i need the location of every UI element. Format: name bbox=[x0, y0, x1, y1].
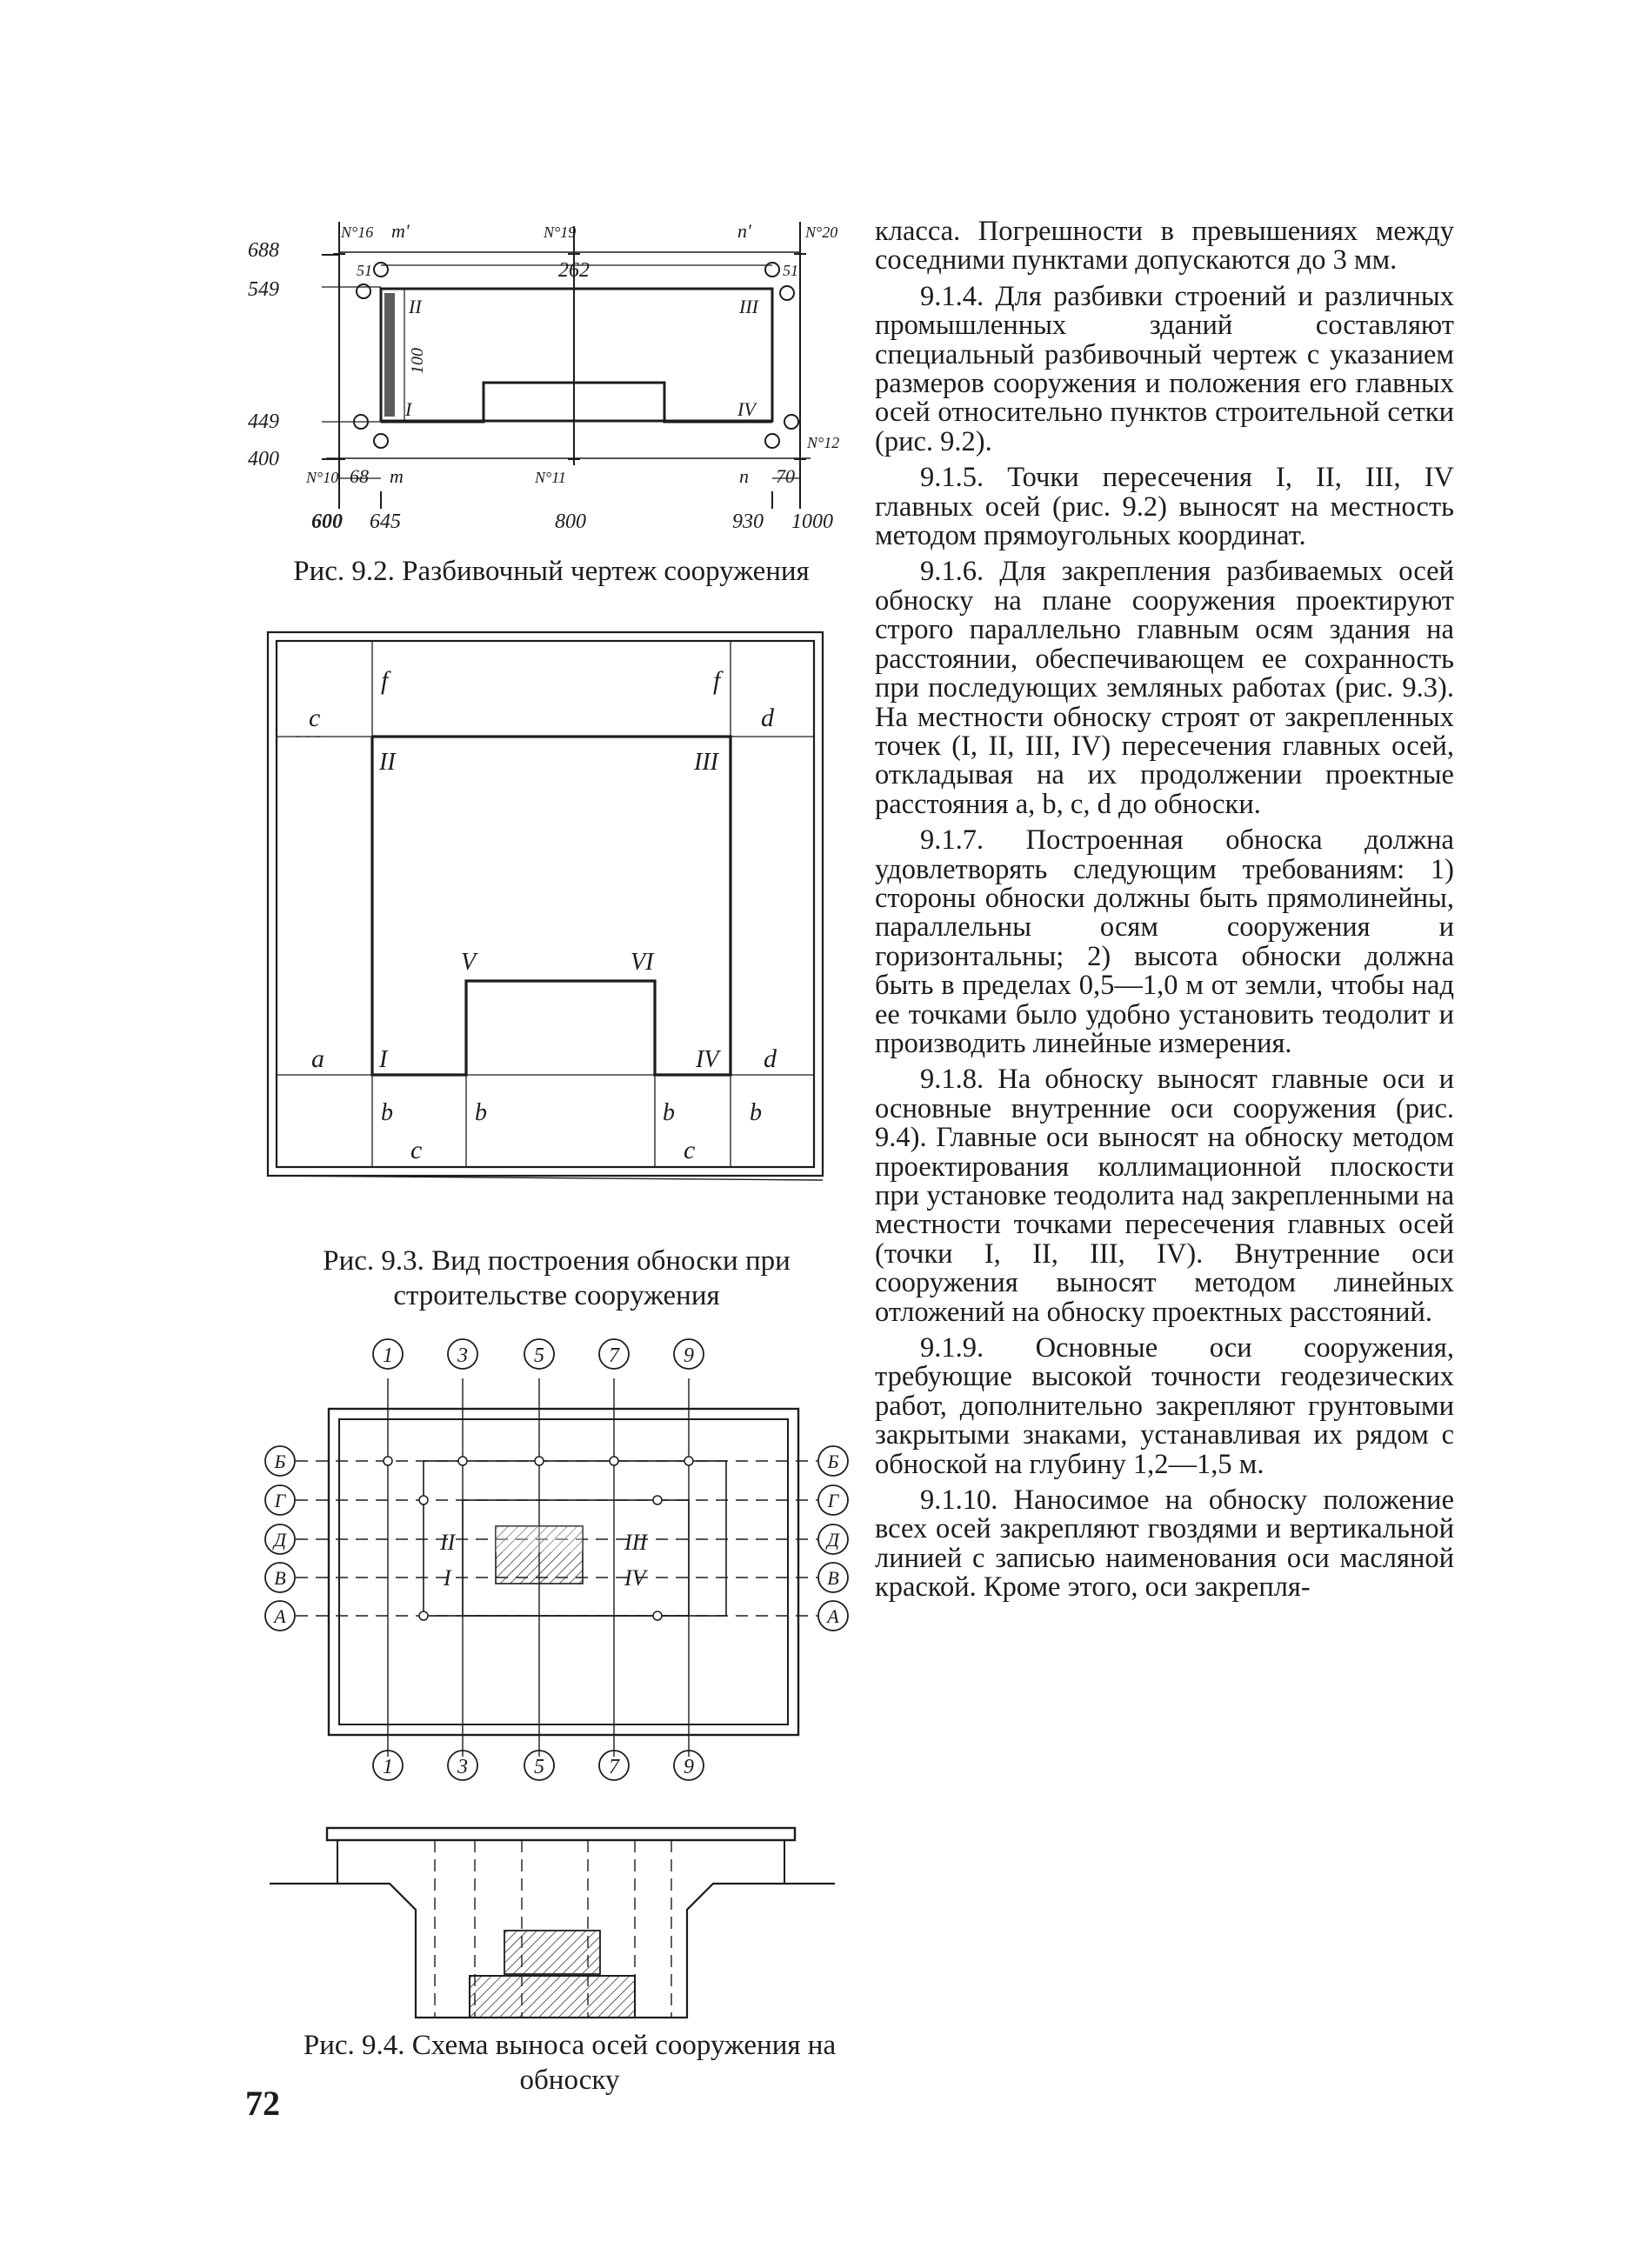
axis-row-b-right: Б bbox=[827, 1451, 839, 1472]
roman-v: V bbox=[461, 949, 477, 976]
paragraph-9-1-8: 9.1.8. На обноску выносят главные оси и основные внутренние оси сооружения (рис. 9.4). Главные оси выносят на обноску методом проектирования коллимационной плоскости при установке теодолита над закрепленными на местности точками пересечения главных осей (точки I, II, III, IV). Внутренние оси сооружения выносят методом линейных отложений на обноску проектных расстояний. bbox=[875, 1064, 1454, 1328]
label-f-left: f bbox=[381, 666, 389, 695]
roman-vi: VI bbox=[631, 949, 654, 976]
label-645: 645 bbox=[370, 510, 401, 533]
label-d-top: d bbox=[761, 704, 774, 732]
label-549: 549 bbox=[248, 278, 279, 301]
label-b-2: b bbox=[475, 1099, 487, 1126]
label-930: 930 bbox=[732, 510, 764, 533]
label-51-left: 51 bbox=[357, 262, 372, 279]
figure-9-2 bbox=[235, 213, 861, 544]
label-262: 262 bbox=[558, 259, 590, 282]
label-68: 68 bbox=[350, 465, 369, 487]
label-b-3: b bbox=[663, 1099, 675, 1126]
label-m-top: m' bbox=[391, 220, 410, 242]
axis-row-b-left: Б bbox=[274, 1451, 286, 1472]
axis-row-g-right: Г bbox=[827, 1490, 839, 1511]
label-c-top: c bbox=[309, 704, 321, 732]
roman-i: I bbox=[379, 1046, 388, 1073]
label-n12: N°12 bbox=[807, 434, 840, 451]
label-n-top: n' bbox=[737, 220, 751, 242]
roman-ii: II bbox=[440, 1530, 456, 1555]
label-800: 800 bbox=[555, 510, 586, 533]
axis-row-v-left: В bbox=[274, 1567, 286, 1589]
label-449: 449 bbox=[248, 410, 279, 433]
text-column bbox=[875, 217, 1454, 1610]
label-688: 688 bbox=[248, 239, 279, 262]
axis-row-a-left: А bbox=[274, 1605, 286, 1627]
roman-iii: III bbox=[624, 1530, 647, 1555]
axis-col-5-bottom: 5 bbox=[534, 1756, 544, 1778]
roman-iv: IV bbox=[624, 1565, 646, 1591]
label-70: 70 bbox=[776, 465, 795, 487]
label-100: 100 bbox=[408, 348, 427, 374]
label-400: 400 bbox=[248, 448, 279, 470]
roman-i: I bbox=[444, 1565, 451, 1591]
axis-col-7-top: 7 bbox=[609, 1344, 619, 1367]
axis-row-d-right: Д bbox=[827, 1529, 839, 1551]
axis-col-7-bottom: 7 bbox=[609, 1756, 619, 1778]
axis-col-1-bottom: 1 bbox=[383, 1756, 393, 1778]
axis-col-1-top: 1 bbox=[383, 1344, 393, 1367]
roman-iv: IV bbox=[696, 1046, 719, 1073]
figure-9-2-caption: Рис. 9.2. Разбивочный чертеж сооружения bbox=[293, 556, 810, 587]
label-f-right: f bbox=[713, 666, 721, 695]
roman-iii: III bbox=[739, 296, 758, 317]
label-n16: N°16 bbox=[341, 223, 374, 241]
paragraph-9-1-4: 9.1.4. Для разбивки строений и различных промышленных зданий составляют специальный разбивочный чертеж с указанием размеров сооружения и положения его главных осей относительно пунктов строительной сетки (рис. 9.2). bbox=[875, 280, 1454, 457]
axis-col-3-bottom: 3 bbox=[457, 1756, 468, 1778]
figure-9-4 bbox=[261, 1331, 852, 2061]
label-a-left: a bbox=[311, 1044, 324, 1073]
label-n10: N°10 bbox=[306, 469, 339, 486]
paragraph-9-1-10: 9.1.10. Наносимое на обноску положение всех осей закрепляют гвоздями и вертикальной линией с записью наименования оси масляной краской. Кроме этого, оси закрепля- bbox=[875, 1484, 1454, 1604]
figure-9-4-caption: Рис. 9.4. Схема выноса осей сооружения на обноску bbox=[303, 2030, 837, 2096]
paragraph-9-1-9: 9.1.9. Основные оси сооружения, требующие высокой точности геодезических работ, дополнительно закрепляют грунтовыми закрытыми знаками, устанавливая их рядом с обноской на глубину 1,2—1,5 м. bbox=[875, 1332, 1454, 1480]
label-c-bottom-left: c bbox=[410, 1136, 423, 1164]
label-51-right: 51 bbox=[783, 262, 798, 279]
paragraph-9-1-6: 9.1.6. Для закрепления разбиваемых осей обноску на плане сооружения проектируют строго параллельно главным осям здания на расстоянии, обеспечивающем ее сохранность при последующих земляных работах (рис. 9.3). На местности обноску строят от закрепленных точек (I, II, III, IV) пересечения главных осей, откладывая на их продолжении проектные расстояния a, b, c, d до обноски. bbox=[875, 556, 1454, 820]
label-n20: N°20 bbox=[805, 223, 838, 241]
axis-row-g-left: Г bbox=[274, 1490, 286, 1511]
page-number: 72 bbox=[245, 2084, 280, 2123]
axis-row-v-right: В bbox=[827, 1567, 839, 1589]
axis-row-a-right: А bbox=[827, 1605, 839, 1627]
label-n19: N°19 bbox=[544, 223, 577, 241]
axis-col-9-top: 9 bbox=[684, 1344, 694, 1367]
paragraph-9-1-5: 9.1.5. Точки пересечения I, II, III, IV главных осей (рис. 9.2) выносят на местность методом прямоугольных координат. bbox=[875, 462, 1454, 552]
figure-9-3-caption: Рис. 9.3. Вид построения обноски при строительстве сооружения bbox=[323, 1245, 791, 1311]
axis-row-d-left: Д bbox=[274, 1529, 286, 1551]
axis-col-9-bottom: 9 bbox=[684, 1756, 694, 1778]
axis-col-3-top: 3 bbox=[457, 1344, 468, 1367]
axis-col-5-top: 5 bbox=[534, 1344, 544, 1367]
label-c-bottom-right: c bbox=[684, 1136, 696, 1164]
label-m-bot: m bbox=[390, 465, 404, 487]
label-b-1: b bbox=[381, 1099, 393, 1126]
roman-iv: IV bbox=[737, 398, 756, 420]
paragraph-9-1-7: 9.1.7. Построенная обноска должна удовлетворять следующим требованиям: 1) стороны обноски должны быть прямолинейны, параллельны осям сооружения и горизонтальны; 2) высота обноски должна быть в пределах 0,5—1,0 м от земли, чтобы над ее точками было удобно установить теодолит и производить линейные измерения. bbox=[875, 824, 1454, 1059]
label-1000: 1000 bbox=[791, 510, 833, 533]
label-600: 600 bbox=[311, 510, 343, 533]
roman-iii: III bbox=[694, 749, 718, 776]
paragraph-continuation: класса. Погрешности в превышениях между соседними пунктами допускаются до 3 мм. bbox=[875, 216, 1454, 277]
roman-i: I bbox=[405, 398, 412, 420]
label-d-right: d bbox=[764, 1044, 777, 1073]
label-n11: N°11 bbox=[535, 469, 566, 486]
roman-ii: II bbox=[409, 296, 422, 317]
label-n-bot: n bbox=[739, 465, 749, 487]
roman-ii: II bbox=[379, 749, 396, 776]
figure-9-3 bbox=[261, 622, 835, 1187]
label-b-4: b bbox=[750, 1099, 762, 1126]
